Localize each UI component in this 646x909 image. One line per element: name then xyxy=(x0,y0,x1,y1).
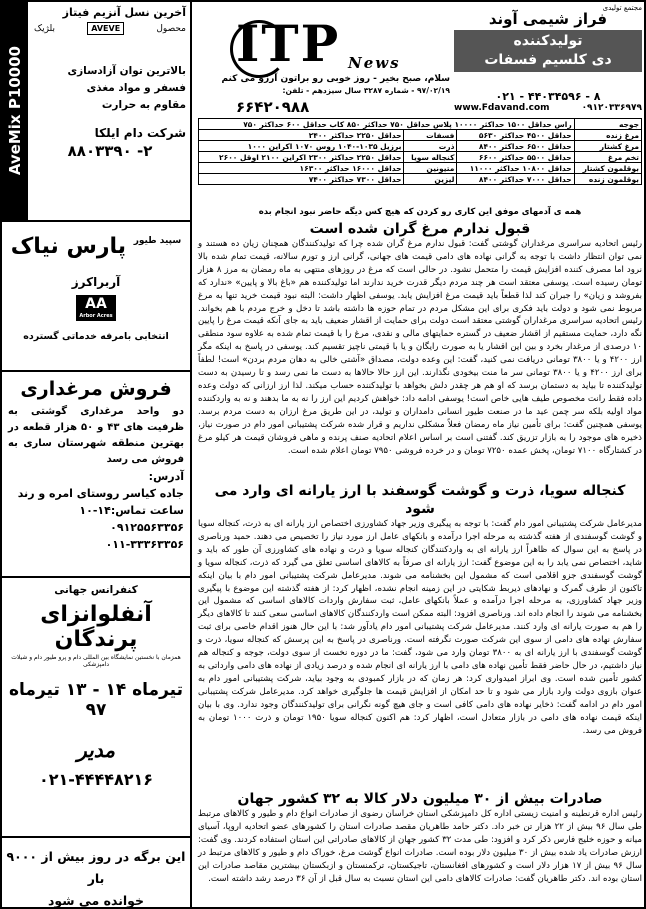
price-row xyxy=(199,163,642,174)
issue-line: ۹۷/۰۲/۱۹ - شماره ۳۲۸۷ سال سیزدهم - تلفن: xyxy=(282,86,450,95)
ad1-brand-row xyxy=(34,22,186,35)
logo-sub: News xyxy=(348,54,401,72)
article-3 xyxy=(198,790,642,905)
article-1-title: قبول ندارم مرغ گران شده است xyxy=(309,221,531,237)
ad3-title: فروش مرغداری xyxy=(20,378,172,400)
fa-ad-contact xyxy=(454,90,642,113)
fa-ad-web[interactable]: www.Fdavand.com xyxy=(454,103,550,113)
ad1-company: شرکت دام ایلکا xyxy=(94,126,186,140)
ad1-feature-3: مقاوم به حرارت xyxy=(101,99,186,111)
article-2 xyxy=(198,482,642,764)
ad3-hours: ساعت تماس:۱۴-۱۰ xyxy=(79,504,184,517)
price-cell: حداقل ۲۲۵۰ حداکثر ۲۳۰۰ اکراین ۲۱۰۰ اوقل ۲۶۰۰ xyxy=(199,152,404,163)
ad2-tagline: انتخابی بامرفه خدماتی گسترده xyxy=(23,331,169,342)
logo-text: ITP xyxy=(236,14,341,73)
vertical-product-name: AveMix P10000 xyxy=(6,46,24,176)
price-row xyxy=(199,119,642,130)
price-row xyxy=(199,174,642,185)
ad3-description: دو واحد مرغداری گوشتی به ظرفیت های ۴۳ و ۵۰ هزار قطعه در بهترین منطقه شهرستان ساری به فروش می رسد xyxy=(8,406,185,465)
price-cell: کنجاله سویا xyxy=(404,152,457,163)
arbor-acres-name: آربراکرز xyxy=(71,275,121,289)
ad-farm-sale xyxy=(2,374,190,576)
price-cell: تخم مرغ xyxy=(574,152,641,163)
divider xyxy=(2,576,190,578)
ad1-country: بلژیک xyxy=(34,23,56,34)
ad4-heading: کنفرانس جهانی xyxy=(54,584,138,596)
logo-small-text: سپید طیور xyxy=(133,236,182,246)
fa-ad-phone-1: ۰۲۱ - ۴۴۰۳۴۵۹۶ - ۸ xyxy=(495,90,601,103)
ad4-name: آنفلوانزای پرندگان xyxy=(40,602,152,652)
vertical-product-bar xyxy=(2,2,28,220)
ad5-line-1: این برگه در روز بیش از ۹۰۰۰ بار xyxy=(6,849,186,886)
article-1-body: رئیس اتحادیه سراسری مرغداران گوشتی گفت: قبول ندارم مرغ گران شده چرا که تولیدکنندگان همچنان زیان ده هستند و نمی توان انتظار داشت با توجه به گرانی نهاده های دامی قیمت های جهانی، گرانی ارز و تورم سالانه، قیمت تمام شده بالا نرود اما مصرف کننده افزایش قیمت را متحمل نشود. در حالی است که مرغ در روزهای منتهی به ماه رمضان به مرز ۸ هزار تومان رسیده است. یوسفی معتقد است هر چند مردم دیگر قدرت خرید ندارند اما تولیدکننده هم «باغ بالا و پایین» «ندارد که بفروشد و زیان» را جبران کند لذا قطعاً باید قیمت مرغ افزایش یابد. یوسفی اظهار داشت: البته نبود قیمت خرید تنها به مرغ مربوط نمی شود و دولت باید فکری برای این مشکل مردم در تمام حوزه ها داشته باشد تا دخل و خرج مردم با هم بخواند. رئیس اتحادیه سراسری مرغداران گوشتی معتقد است دولت برای حمایت از اقشار ضعیف باید به جای آنکه قیمت مرغ را پایین نگه دارد، حمایت مستقیم از اقشار ضعیف در گستره حمایتهای مالی و نقدی، مرغ را با قیمت تمام شده به علاوه سود منطقی ۱۰ درصدی از مرغدار بخرد و بین این اقشار یا به صورت رایگان و یا با قیمتی ناچیز تقسیم کند. یوسفی در پاسخ به اینکه مگر ارز ۴۲۰۰ و یا ۳۸۰۰ تومانی دریافت نمی کنید، گفت: این وعده دولت، مصداق «آشتی خالی به دهان مردم بردن» است! لطفاً برای ارز ۴۲۰۰ و یا ۳۸۰۰ تومانی سر ما منت بیخودی نگذارند. این ارز حالا حالاها به دست ما نمی رسد و تا رسیدن به دست تولیدکننده تا بیاید به دستمان برسد که او هم هر چقدر دلش بخواهد با تولیدکننده حساب میکند. لذا ارز ارزانی که دولت وعده داده فقط رانت مخصوص طیف هایی خاص است! یوسفی ادامه داد: خواهش کردیم این ارز را نه به ما بدهند و نه به واردکننده مواد اولیه بلکه سر چمن عید ما در صنعت طیور انسانی دامداران و تولید، در این طریق مرغ ارزان به دست مردم برسد. یوسفی همچنین گفت: برای تأمین نیاز ماه رمضان فعلاً مشکلی نداریم و قرار شده شرکت پشتیبانی امور دام در صورت نیاز، ذخیره های موجود را به بازار تزریق کند. گفتنی است بر اساس اعلام اتحادیه صنف پرنده و ماهی فروشان قیمت هر کیلو مرغ در کشتارگاه ۷۱۰۰ تومان، پخش عمده ۷۲۵۰ تومان و در خرده فروشی ۷۹۵۰ تومان اعلام شده است. xyxy=(198,239,643,456)
slogan: سلام، صبح بخیر - روز خوبی رو براتون آرزو می کنم xyxy=(221,74,450,84)
price-cell: مرغ زنده xyxy=(574,130,641,141)
price-row xyxy=(199,141,642,152)
ad3-address-label: آدرس: xyxy=(148,470,184,483)
aveve-logo: AVEVE xyxy=(87,22,124,35)
fa-ad-box-line-2: دی کلسیم فسفات xyxy=(484,52,612,68)
ad1-product-label: محصول xyxy=(156,23,186,34)
divider xyxy=(2,370,190,372)
price-cell: بوقلمون کشتار xyxy=(574,163,641,174)
ad1-headline: آخرین نسل آنزیم فیتاز xyxy=(62,6,186,19)
ad3-phone-2: ۰۱۱-۳۳۳۶۳۳۵۶ xyxy=(105,538,184,551)
price-cell: لیزین xyxy=(404,174,457,185)
price-cell: متیونین xyxy=(404,163,457,174)
price-row xyxy=(199,152,642,163)
ad-faraz-shimi xyxy=(454,4,642,88)
ad-pars-niak xyxy=(2,224,190,370)
ad4-date: تیرماه ۱۴ - ۱۳ تیرماه ۹۷ xyxy=(9,680,183,720)
fa-ad-box-line-1: تولیدکننده xyxy=(513,33,583,49)
fa-ad-small: مجتمع تولیدی xyxy=(602,4,642,12)
ad-conference xyxy=(2,580,190,789)
fa-ad-name: فراز شیمی آوند xyxy=(488,10,608,28)
price-cell: حداقل ۲۲۵۰ حداکثر ۲۴۰۰ xyxy=(199,130,404,141)
ad-phytase xyxy=(30,2,190,220)
ad4-sub: همزمان با نخستین نمایشگاه بین المللی دام و پرو طیور دام و شیلات دامپزشکی xyxy=(11,654,181,668)
price-cell: فسفات xyxy=(404,130,457,141)
price-cell: حداقل ۷۰۰۰ حداکثر ۸۴۰۰ xyxy=(457,174,574,185)
ad3-address: جاده کیاسر روستای امره و رند xyxy=(17,487,184,500)
fa-ad-box xyxy=(454,30,642,72)
article-3-body: رئیس اداره قرنطینه و امنیت زیستی اداره کل دامپزشکی استان خراسان رضوی از صادرات انواع دام و طیور و کالاهای مرتبط طی سال ۹۶ بیش از ۲۲ هزار تن خبر داد. دکتر حامد طاهریان مقصد صادرات استان را کشورهای عضو اتحادیه اروپا، آسیای میانه و حوزه خلیج فارس ذکر کرد و افزود: طی مدت ۳۲ کشور جهان از کالاهای صادراتی این استان استفاده کردند. وی گفت: ارزش صادرات یاد شده بیش از ۳۰ میلیون دلار بوده است. صادرات انواع گوشت مرغ، خوراک دام و طیور و کالاهای مرتبط در سال ۹۶ بیش از ۱۷ هزار دلار است و کشورهای افغانستان، تاجیکستان، ترکمنستان و ازبکستان بیشترین مقاصد صادرات این استان بوده اند. دکتر طاهریان گفت: صادرات کالاهای دامی این استان نسبت به سال قبل از آن ۳۶ درصد رشد داشته است. xyxy=(198,809,643,884)
price-cell: حداقل ۷۳۰۰ حداکثر ۷۴۰۰ xyxy=(199,174,404,185)
price-cell: راس حداقل ۱۵۰۰ حداکثر ۱۰۰۰۰ پلاس حداقل ۷۵۰ حداکثر ۸۵۰ کاب حداقل ۶۰۰ حداکثر ۷۵۰ xyxy=(199,119,575,130)
price-cell: حداقل ۶۵۰۰ حداکثر ۸۴۰۰ xyxy=(457,141,574,152)
ad1-phone: ۲- ۸۸۰۳۳۹۰ xyxy=(67,142,153,160)
price-cell: حداقل ۵۵۰۰ حداکثر ۶۶۰۰ xyxy=(457,152,574,163)
issue-phone: ۶۶۴۲۰۹۸۸ xyxy=(236,98,310,116)
pars-niak-logo xyxy=(2,234,190,259)
price-row xyxy=(199,130,642,141)
quote-line: همه ی آدمهای موفق این کاری رو کردن که هیچ کس دیگه حاضر نبود انجام بده xyxy=(258,207,582,217)
ad1-feature-2: فسفر و مواد مغذی xyxy=(86,82,186,94)
price-cell: ذرت xyxy=(404,141,457,152)
divider xyxy=(2,836,190,838)
ad4-phone: ۰۲۱-۴۴۴۴۸۲۱۶ xyxy=(38,770,154,789)
ad4-signature: مدیر xyxy=(77,738,115,762)
aa-mark: AA xyxy=(85,296,107,312)
price-table xyxy=(198,118,642,185)
logo-text: پارس نیاک xyxy=(10,234,127,259)
article-3-title: صادرات بیش از ۳۰ میلیون دلار کالا به ۳۲ کشور جهان xyxy=(237,791,603,807)
ad1-feature-1: بالاترین توان آزادسازی xyxy=(67,65,186,77)
fa-ad-phone-2: ۰۹۱۲۰۳۳۶۹۷۹ xyxy=(581,103,642,113)
article-1 xyxy=(198,220,642,482)
fa-ad-phone-row xyxy=(454,103,642,113)
ad-readership xyxy=(2,840,190,906)
article-2-title: کنجاله سویا، ذرت و گوشت گوسفند با ارز یارانه ای وارد می شود xyxy=(214,483,626,517)
sidebar-ads xyxy=(2,2,192,907)
price-cell: برزیل ۱۰۳۵-۱۰۴۰ روس ۱۰۷۰ اکراین ۱۰۰۰ xyxy=(199,141,404,152)
arbor-acres-logo xyxy=(76,295,116,321)
itp-logo xyxy=(236,14,401,73)
ad3-phone-1: ۰۹۱۲۵۵۶۳۳۵۶ xyxy=(110,521,184,534)
price-cell: حداقل ۱۰۸۰۰ حداکثر ۱۱۰۰۰ xyxy=(457,163,574,174)
price-cell: جوجه xyxy=(574,119,641,130)
price-cell: حداقل ۴۵۰۰ حداکثر ۵۶۳۰ xyxy=(457,130,574,141)
article-2-body: مدیرعامل شرکت پشتیبانی امور دام گفت: با توجه به پیگیری وزیر جهاد کشاورزی اختصاص ارز یارانه ای به ذرت، کنجاله سویا و گوشت گوسفندی از هفته گذشته به مرحله اجرا درآمده و بانکهای عامل ارز مورد نیاز را تخصیص می دهند. حمید ورناصری در پاسخ به این سوال که ظاهراً ارز یارانه ای به واردکنندگان کنجاله سویا و ذرت و نهاده های کشاورزی آن طور که باید و شاید، اختصاص نمی یابد را به این موضوع گفت: ارز یارانه ای صرفاً به کالاهای اساسی تعلق می گیرد که ذرت، کنجاله سویا و گوشت گوسفندی جزو اقلامی است که مشمول این بخشنامه می شوند. مدیرعامل شرکت پشتیبانی امور دام با بیان اینکه تاکنون از طرف گمرک و نهادهای ذیربط شکایتی در این زمینه انجام نشده، اظهار کرد: از هفته گذشته این موضوع با پیگیری وزیر جهاد کشاورزی، به مرحله اجرا درآمده و عملاً بانکهای عامل، ثبت سفارش واردات کالاهای اساسی که مشمول این بخشنامه می شوند را انجام داده اند. ورناصری افزود: البته ممکن است واردکنندگان کالاهای اساسی سعی کنند تا کالاهای دیگر را هم به صورت یارانه ای وارد کنند. مدیرعامل شرکت پشتیبانی امور دام یادآور شد: با این حال هنوز اقدام خاصی برای ثبت سفارش نهاده های دامی از سوی این شرکت صورت نگرفته است. ورناصری در پاسخ به این پرسش که کنجاله سویا، ذرت و گوشت گوسفندی با ارز یارانه ای به ۳۸۰۰ تومان وارد می شود، گفت: ما در دوره نخست از سوی دولت، جوجه و کنجاله هم نیاز داشتیم، در حال حاضر فقط تأمین نهاده های دامی با ارز یارانه ای انجام شده و درصد زیادی از نهاده های دامی وارداتی به کشور تأمین شده است. وی ابراز امیدواری کرد: هر زمان که در بازار کمبودی به وجود بیاید، شرکت پشتیبانی امور دام به عنوان بازوی دولت وارد بازار می شود و تا حد امکان از افزایش قیمت ها جلوگیری خواهد کرد. مدیرعامل شرکت پشتیبانی امور دام در ادامه گفت: ذخایر نهاده های دامی کافی است و جای هیچ گونه نگرانی برای تولیدکنندگان وجود ندارد. وی با بیان اینکه قیمت نهاده های دامی در بازار متعادل است، اظهار کرد: هم اکنون کنجاله سویا ۱۹۵۰ تومان و ذرت ۱۰۰۰ تومان به فروش می رسد. xyxy=(198,519,642,736)
divider xyxy=(2,220,190,222)
price-cell: بوقلمون زنده xyxy=(574,174,641,185)
ad1-features xyxy=(34,63,186,114)
aa-sub: Arbor Acres xyxy=(79,313,113,319)
masthead xyxy=(196,4,642,116)
price-cell: مرغ کشتار xyxy=(574,141,641,152)
logo-ring-icon xyxy=(230,20,288,78)
price-cell: حداقل ۱۶۰۰۰ حداکثر ۱۶۳۰۰ xyxy=(199,163,404,174)
ad5-line-2: خوانده می شود xyxy=(47,893,145,908)
